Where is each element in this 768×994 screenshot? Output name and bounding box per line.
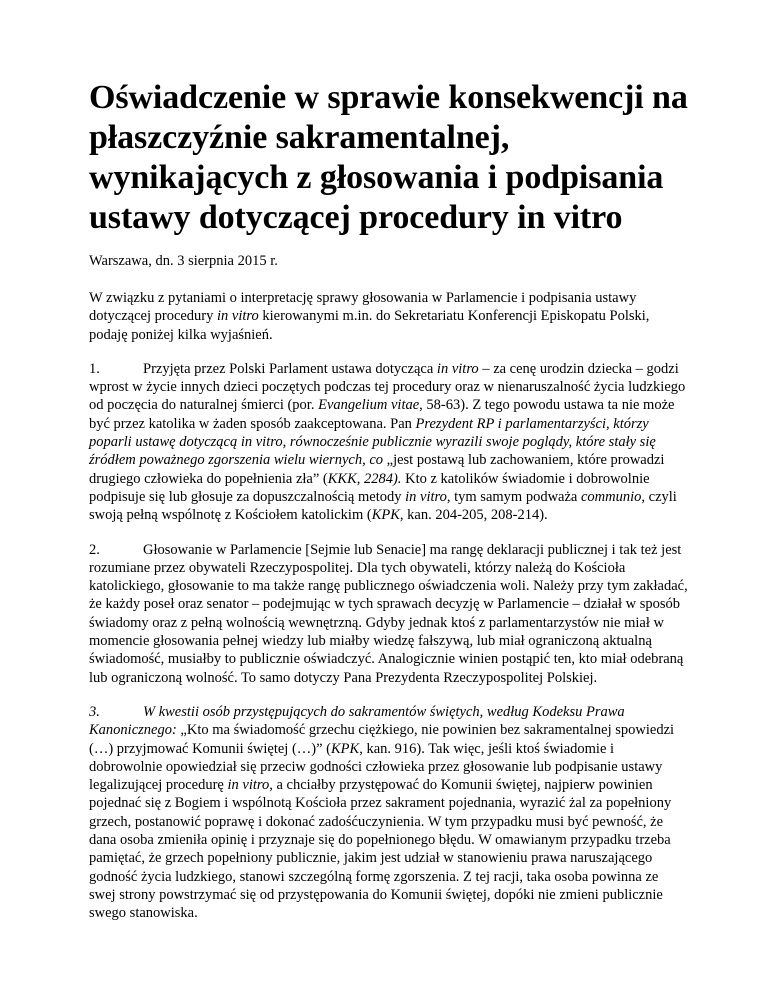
intro-paragraph <box>89 289 688 344</box>
intro-text-1: W związku z pytaniami o interpretację sprawy głosowania w Parlamencie i podpisania ustawy dotyczącej procedury <box>89 290 637 325</box>
paragraph-number: 1. <box>89 360 100 377</box>
paragraph-number: 3. <box>89 703 100 720</box>
p1-italic-2: Evangelium vitae <box>318 397 420 414</box>
paragraph-1 <box>89 360 688 525</box>
date-line: Warszawa, dn. 3 sierpnia 2015 r. <box>89 253 278 269</box>
paragraph-number: 2. <box>89 541 100 558</box>
p2-text: Głosowanie w Parlamencie [Sejmie lub Senacie] ma rangę deklaracji publicznej i tak też jest rozumiane przez obywateli Rzeczypospolitej. Dla tych obywateli, którzy należą do Kościoła katolickiego, głosowanie to ma także rangę publicznego oświadczenia woli. Należy przy tym zakładać, że każdy poseł oraz senator – podejmując w tych sprawach decyzję w Parlamencie – działał w sposób świadomy oraz z pełną wolnością wewnętrzną. Gdyby jednak ktoś z parlamentarzystów nie miał w momencie głosowania pełnej wiedzy lub miałby wiedzę fałszywą, lub miał ograniczoną aktualną świadomość, musiałby to publicznie oświadczyć. Analogicznie winien postąpić ten, kto miał odebraną lub ograniczoną wolność. To samo dotyczy Pana Prezydenta Rzeczypospolitej Polskiej. <box>89 541 688 686</box>
p3-italic-3: in vitro <box>227 777 270 794</box>
p3-italic-2: KPK <box>331 740 360 757</box>
p3-text-3: , a chciałby przystępować do Komunii świętej, najpierw powinien pojednać się z Bogiem i wspólnotą Kościoła przez sakrament pojednania, wyrazić żal za popełniony grzech, postanowić poprawę i dokonać zadośćuczynienia. W tym przypadku musi być pewność, że dana osoba zmieniła opinię i przyznaje się do popełnionego błędu. W omawianym przypadku trzeba pamiętać, że grzech popełniony publicznie, jakim jest udział w stanowieniu prawa naruszającego godność życia ludzkiego, stanowi szczególną formę zgorszenia. Z tej racji, taka osoba powinna ze swej strony powstrzymać się od przystępowania do Komunii świętej, dopóki nie zmieni publicznie swego stanowiska. <box>89 777 672 922</box>
p1-italic-3: Prezydent RP i parlamentarzyści, którzy poparli ustawę dotyczącą in vitro, równocześnie publicznie wyrazili swoje poglądy, które stały się źródłem poważnego zgorszenia wielu wiernych, co <box>89 415 656 469</box>
p1-italic-7: KPK <box>371 507 400 524</box>
document-title: Oświadczenie w sprawie konsekwencji na płaszczyźnie sakramentalnej, wynikających z głosowania i podpisania ustawy dotyczącej procedury in vitro <box>89 79 688 236</box>
p3-text-1: „Kto ma świadomość grzechu ciężkiego, nie powinien bez sakramentalnej spowiedzi (…) przyjmować Komunii świętej (…)” ( <box>89 722 675 757</box>
p1-text-7: czyli swoją pełną wspólnotę z Kościołem katolickim ( <box>89 488 677 524</box>
paragraph-2 <box>89 541 688 687</box>
intro-italic-1: in vitro <box>217 308 259 325</box>
p1-text-6: , tym samym podważa <box>446 488 581 505</box>
p1-text-5: Kto z katolików świadomie i dobrowolnie podpisuje się lub głosuje za dopuszczalnością metody <box>89 470 650 505</box>
p1-text-3: , 58-63). Z tego powodu ustawa ta nie może być przez katolika w żaden sposób zaakceptowana. Pan <box>89 397 675 432</box>
p3-text-2: , kan. 916). Tak więc, jeśli ktoś świadomie i dobrowolnie opowiedział się przeciw godności człowieka przez głosowanie lub podpisanie ustawy legalizującej procedurę <box>89 740 663 794</box>
paragraph-3 <box>89 703 688 923</box>
p1-text-2: – za cenę urodzin dziecka – godzi wprost w życie innych dzieci poczętych podczas tej procedury oraz w nienaruszalność życia ludzkiego od poczęcia do naturalnej śmierci (por. <box>89 360 686 414</box>
p1-italic-4: KKK, 2284). <box>327 470 402 487</box>
p1-italic-6: communio, <box>580 488 646 505</box>
p3-italic-1: W kwestii osób przystępujących do sakramentów świętych, według Kodeksu Prawa Kanonicznego: <box>89 703 625 739</box>
p1-text-4: „jest postawą lub zachowaniem, które prowadzi drugiego człowieka do popełnienia zła” ( <box>89 452 665 487</box>
intro-text-2: kierowanymi m.in. do Sekretariatu Konferencji Episkopatu Polski, podaję poniżej kilka wyjaśnień. <box>89 308 650 343</box>
p1-text-1: Przyjęta przez Polski Parlament ustawa dotycząca <box>143 360 437 377</box>
p1-text-8: , kan. 204-205, 208-214). <box>399 507 548 524</box>
p1-italic-5: in vitro <box>405 488 447 505</box>
p1-italic-1: in vitro <box>436 360 479 377</box>
